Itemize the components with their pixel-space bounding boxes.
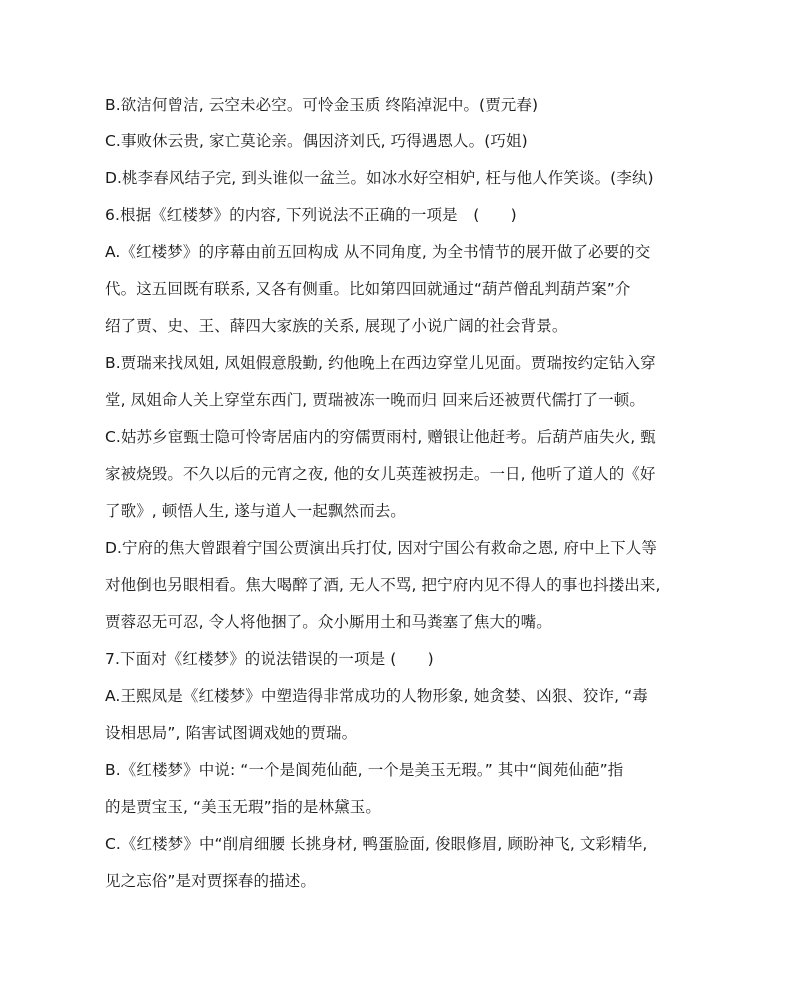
text-line-option-d-liwan: D.桃李春风结子完, 到头谁似一盆兰。如冰水好空相妒, 枉与他人作笑谈。(李纨) [105, 169, 654, 187]
q6-option-d-line-2: 对他倒也另眼相看。焦大喝醉了酒, 无人不骂, 把宁府内见不得人的事也抖搂出来, [105, 576, 661, 594]
q7-option-b-line-2: 的是贾宝玉, “美玉无瑕”指的是林黛玉。 [105, 798, 381, 816]
q7-option-b-line-1: B.《红楼梦》中说: “一个是阆苑仙葩, 一个是美玉无瑕。” 其中“阆苑仙葩”指 [105, 761, 624, 779]
q6-option-a-line-2: 代。这五回既有联系, 又各有侧重。比如第四回就通过“葫芦僧乱判葫芦案”介 [105, 280, 631, 298]
text-line-option-b-yuanchun: B.欲洁何曾洁, 云空未必空。可怜金玉质 终陷淖泥中。(贾元春) [105, 96, 539, 114]
q7-option-c-line-2: 见之忘俗”是对贾探春的描述。 [105, 872, 316, 890]
question-7-stem: 7.下面对《红楼梦》的说法错误的一项是 ( ) [105, 650, 434, 668]
q6-option-b-line-2: 堂, 凤姐命人关上穿堂东西门, 贾瑞被冻一晚而归 回来后还被贾代儒打了一顿。 [105, 391, 645, 409]
q6-option-c-line-2: 家被烧毁。不久以后的元宵之夜, 他的女儿英莲被拐走。一日, 他听了道人的《好 [105, 465, 656, 483]
q7-option-a-line-2: 设相思局”, 陷害试图调戏她的贾瑞。 [105, 724, 358, 742]
q7-option-c-line-1: C.《红楼梦》中“削肩细腰 长挑身材, 鸭蛋脸面, 俊眼修眉, 顾盼神飞, 文彩精华, [105, 835, 648, 853]
q6-option-a-line-3: 绍了贾、史、王、薛四大家族的关系, 展现了小说广阔的社会背景。 [105, 317, 568, 335]
q6-option-d-line-1: D.宁府的焦大曾跟着宁国公贾演出兵打仗, 因对宁国公有救命之恩, 府中上下人等 [105, 539, 657, 557]
q6-option-d-line-3: 贾蓉忍无可忍, 令人将他捆了。众小厮用土和马粪塞了焦大的嘴。 [105, 613, 552, 631]
q6-option-a-line-1: A.《红楼梦》的序幕由前五回构成 从不同角度, 为全书情节的展开做了必要的交 [105, 243, 651, 261]
q7-option-a-line-1: A.王熙凤是《红楼梦》中塑造得非常成功的人物形象, 她贪婪、凶狠、狡诈, “毒 [105, 687, 648, 705]
q6-option-c-line-1: C.姑苏乡宦甄士隐可怜寄居庙内的穷儒贾雨村, 赠银让他赶考。后葫芦庙失火, 甄 [105, 428, 656, 446]
text-line-option-c-qiaojie: C.事败休云贵, 家亡莫论亲。偶因济刘氏, 巧得遇恩人。(巧姐) [105, 132, 528, 150]
q6-option-b-line-1: B.贾瑞来找凤姐, 凤姐假意殷勤, 约他晚上在西边穿堂儿见面。贾瑞按约定钻入穿 [105, 354, 656, 372]
q6-option-c-line-3: 了歌》, 顿悟人生, 遂与道人一起飘然而去。 [105, 502, 406, 520]
question-6-stem: 6.根据《红楼梦》的内容, 下列说法不正确的一项是 ( ) [105, 206, 517, 224]
